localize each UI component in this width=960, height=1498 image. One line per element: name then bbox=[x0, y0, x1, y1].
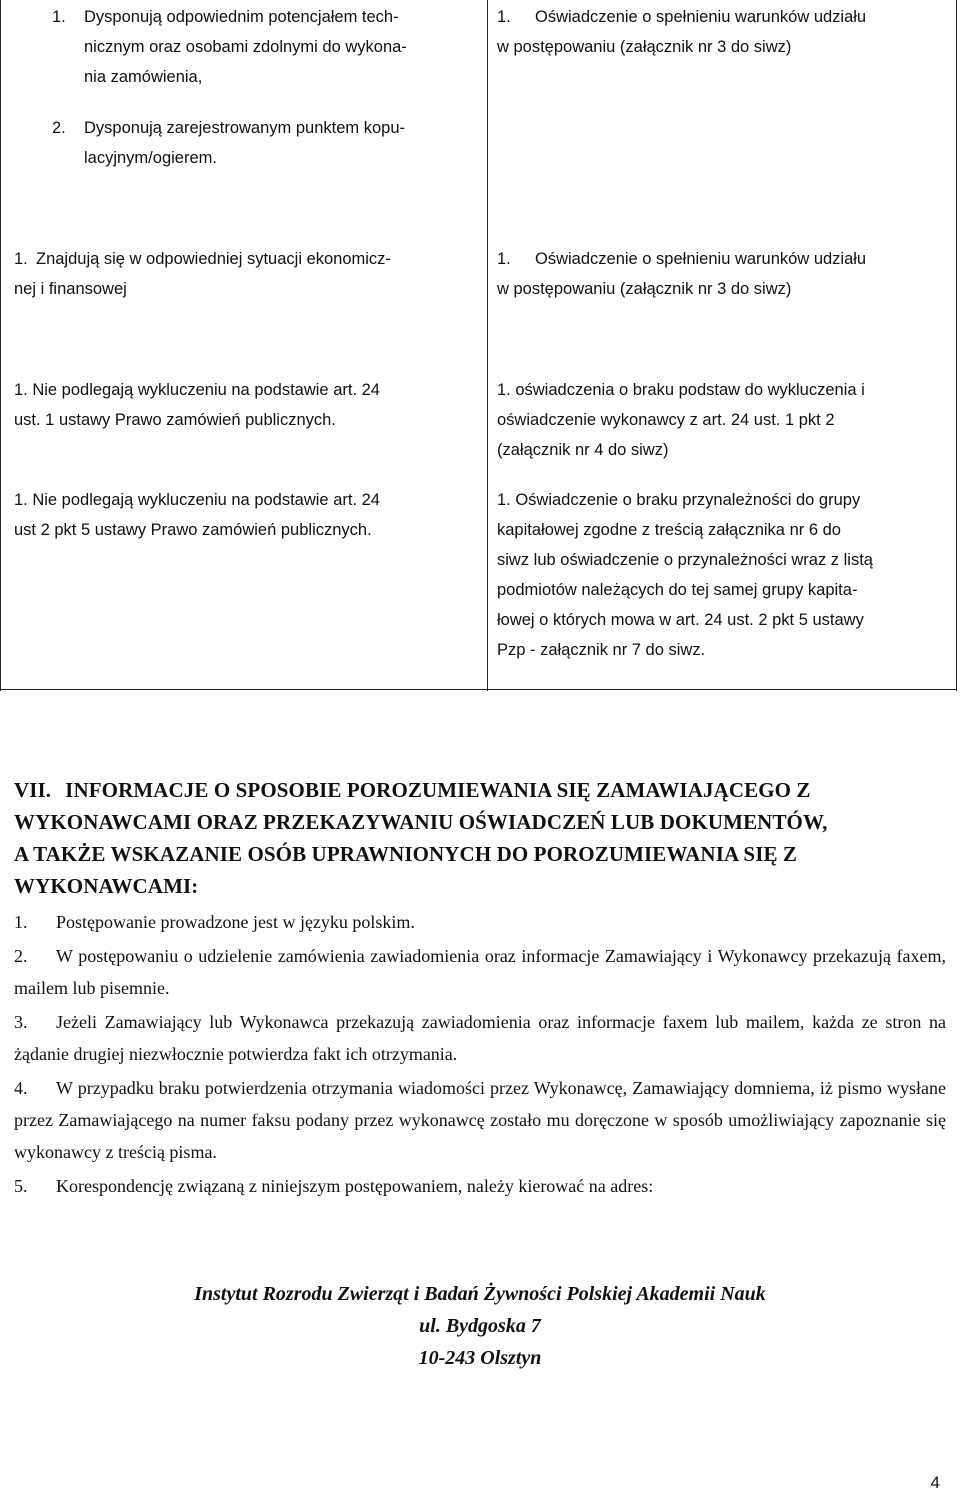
row3-left-cell bbox=[14, 375, 484, 545]
text-line: oświadczenie wykonawcy z art. 24 ust. 1 pkt 2 bbox=[497, 411, 835, 429]
requirements-table bbox=[0, 0, 960, 691]
row1-left-cell bbox=[52, 2, 482, 173]
list-number: 1. bbox=[497, 250, 511, 268]
section-vii bbox=[14, 774, 946, 1202]
paragraph-text: Jeżeli Zamawiający lub Wykonawca przekazują zawiadomienia oraz informacje faxem lub mailem, każda ze stron na żądanie drugiej niezwłocznie potwierdza fakt ich otrzymania. bbox=[14, 1012, 946, 1064]
paragraph-text: Korespondencję związaną z niniejszym postępowaniem, należy kierować na adres: bbox=[56, 1176, 654, 1196]
text-line: 1. Nie podlegają wykluczeniu na podstawie art. 24 bbox=[14, 491, 380, 509]
section-number: VII. bbox=[14, 778, 52, 802]
text-line: Dysponują zarejestrowanym punktem kopu- bbox=[84, 119, 405, 137]
text-line: Znajdują się w odpowiedniej sytuacji ekonomicz- bbox=[36, 250, 391, 268]
table-border-left bbox=[0, 0, 1, 691]
list-text bbox=[84, 2, 482, 92]
text-line: 1. Oświadczenie o braku przynależności do grupy bbox=[497, 491, 861, 509]
text-line: nia zamówienia, bbox=[84, 68, 203, 86]
list-text bbox=[535, 244, 952, 274]
text-line: (załącznik nr 4 do siwz) bbox=[497, 441, 669, 459]
list-item bbox=[52, 113, 482, 173]
list-item bbox=[497, 375, 952, 465]
list-number: 1. bbox=[497, 8, 511, 26]
row2-right-cell bbox=[497, 244, 952, 304]
paragraph-number: 4. bbox=[14, 1078, 28, 1098]
paragraph-text: Postępowanie prowadzone jest w języku polskim. bbox=[56, 912, 415, 932]
address-line-street: ul. Bydgoska 7 bbox=[419, 1315, 541, 1337]
text-line: Pzp - załącznik nr 7 do siwz. bbox=[497, 641, 706, 659]
text-line: nicznym oraz osobami zdolnymi do wykona- bbox=[84, 38, 407, 56]
row3-right-cell bbox=[497, 375, 952, 665]
list-text bbox=[84, 113, 482, 173]
heading-line: WYKONAWCAMI ORAZ PRZEKAZYWANIU OŚWIADCZEŃ LUB DOKUMENTÓW, bbox=[14, 810, 828, 834]
text-line: w postępowaniu (załącznik nr 3 do siwz) bbox=[497, 38, 792, 56]
paragraph bbox=[14, 1170, 946, 1202]
text-line: siwz lub oświadczenie o przynależności wraz z listą bbox=[497, 551, 873, 569]
list-item bbox=[497, 244, 952, 274]
text-line: 1. oświadczenia o braku podstaw do wykluczenia i bbox=[497, 381, 865, 399]
row1-right-cell bbox=[497, 2, 952, 62]
paragraph-text: W postępowaniu o udzielenie zamówienia zawiadomienia oraz informacje Zamawiający i Wykonawcy przekazują faxem, mailem lub pisemnie. bbox=[14, 946, 946, 998]
paragraph-number: 5. bbox=[14, 1176, 28, 1196]
text-line: Dysponują odpowiednim potencjałem tech- bbox=[84, 8, 399, 26]
text-line: łowej o których mowa w art. 24 ust. 2 pkt 5 ustawy bbox=[497, 611, 864, 629]
heading-line: A TAKŻE WSKAZANIE OSÓB UPRAWNIONYCH DO POROZUMIEWANIA SIĘ Z bbox=[14, 842, 798, 866]
text-line: ust. 1 ustawy Prawo zamówień publicznych. bbox=[14, 411, 336, 429]
list-item bbox=[497, 2, 952, 32]
text-line: 1. Nie podlegają wykluczeniu na podstawie art. 24 bbox=[14, 381, 380, 399]
page-number: 4 bbox=[930, 1473, 940, 1492]
paragraph-number: 1. bbox=[14, 912, 28, 932]
list-number: 1. bbox=[14, 250, 28, 268]
text-line: w postępowaniu (załącznik nr 3 do siwz) bbox=[497, 280, 792, 298]
text-line: podmiotów należących do tej samej grupy kapita- bbox=[497, 581, 858, 599]
list-item bbox=[14, 485, 484, 545]
section-heading bbox=[14, 774, 946, 902]
heading-line: INFORMACJE O SPOSOBIE POROZUMIEWANIA SIĘ ZAMAWIAJĄCEGO Z bbox=[65, 778, 811, 802]
paragraph-number: 3. bbox=[14, 1012, 28, 1032]
paragraph-text: W przypadku braku potwierdzenia otrzymania wiadomości przez Wykonawcę, Zamawiający domniema, iż pismo wysłane przez Zamawiającego na numer faksu podany przez wykonawcę zostało mu doręczone w sposób umożliwiający zapoznanie się wykonawcy z treścią pisma. bbox=[14, 1078, 946, 1162]
text-line: ust 2 pkt 5 ustawy Prawo zamówień publicznych. bbox=[14, 521, 372, 539]
text-line: Oświadczenie o spełnieniu warunków udziału bbox=[535, 8, 867, 26]
list-text bbox=[36, 244, 484, 274]
paragraph bbox=[14, 940, 946, 1004]
text-line: kapitałowej zgodne z treścią załącznika nr 6 do bbox=[497, 521, 841, 539]
list-item bbox=[497, 485, 952, 665]
list-number: 1. bbox=[52, 8, 66, 26]
text-line: Oświadczenie o spełnieniu warunków udziału bbox=[535, 250, 867, 268]
paragraph bbox=[14, 906, 946, 938]
list-item bbox=[52, 2, 482, 92]
table-border-bottom bbox=[0, 689, 957, 690]
paragraph bbox=[14, 1006, 946, 1070]
address-line-city: 10-243 Olsztyn bbox=[418, 1347, 542, 1369]
list-text bbox=[535, 2, 952, 32]
paragraph-number: 2. bbox=[14, 946, 28, 966]
text-line: nej i finansowej bbox=[14, 280, 127, 298]
table-column-divider bbox=[487, 0, 488, 691]
list-item bbox=[14, 375, 484, 435]
text-line: lacyjnym/ogierem. bbox=[84, 149, 217, 167]
address-line-institute: Instytut Rozrodu Zwierząt i Badań Żywności Polskiej Akademii Nauk bbox=[194, 1283, 766, 1305]
heading-line: WYKONAWCAMI: bbox=[14, 874, 199, 898]
row2-left-cell bbox=[14, 244, 484, 304]
paragraph bbox=[14, 1072, 946, 1168]
list-item bbox=[14, 244, 484, 274]
list-number: 2. bbox=[52, 119, 66, 137]
table-border-right bbox=[956, 0, 957, 691]
